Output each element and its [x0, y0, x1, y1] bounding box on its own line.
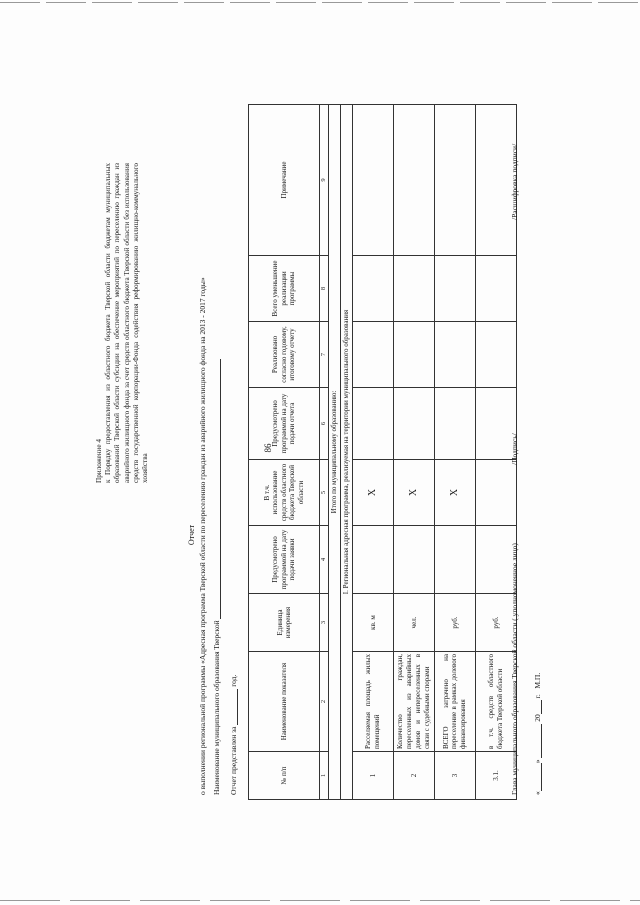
column-number: 5	[320, 460, 329, 526]
month-blank	[533, 724, 542, 758]
header-planned-application: Предусмотрено программой на дату подачи заявки	[249, 526, 320, 594]
row-num: 3	[434, 752, 475, 800]
row-cell	[434, 105, 475, 256]
municipality-blank	[211, 359, 221, 619]
period-blank	[229, 689, 238, 725]
section-total-row	[328, 105, 340, 800]
row-cross-mark: X	[393, 460, 434, 526]
row-unit: руб.	[475, 594, 516, 652]
column-number: 2	[320, 652, 329, 752]
appendix-text: к Порядку предоставления из областного бюджета Тверской области бюджетам муниципальных образований Тверской области субсидии на обеспечение мероприятий по переселению граждан из аварийного жилищного фонда за счет средств областного бюджета Тверской области без использования средств государственной корпорации-Фонда содействия реформированию жилищно-коммунального хозяйства	[104, 163, 150, 483]
row-cell	[352, 105, 393, 256]
municipality-label: Наименование муниципального образования Тверской	[212, 620, 221, 795]
signatory-label: Глава муниципального образования Тверской области ( уполномоченное лицо)	[510, 543, 519, 795]
header-regional-budget: В т.ч. использование средств областного бюджета Тверской области	[249, 460, 320, 526]
row-cell	[434, 322, 475, 388]
row-cell	[352, 322, 393, 388]
period-field	[229, 495, 238, 795]
column-number: 1	[320, 752, 329, 800]
report-title: Отчет	[187, 524, 196, 546]
year-suffix: г.	[533, 694, 542, 699]
table-row	[352, 105, 393, 800]
row-cell	[393, 526, 434, 594]
row-unit: кв. м	[352, 594, 393, 652]
header-unit: Единица измерения	[249, 594, 320, 652]
row-name: ВСЕГО затрачено на переселение в рамках долевого финансирования	[434, 652, 475, 752]
municipality-field	[211, 195, 221, 795]
row-name: в т.ч. средств областного бюджета Тверской области	[475, 652, 516, 752]
date-quote-close: »	[533, 759, 542, 764]
appendix-heading: Приложение 4	[95, 439, 103, 483]
column-number: 6	[320, 388, 329, 460]
header-implemented: Реализовано согласно годовому, итоговому отчету	[249, 322, 320, 388]
day-blank	[533, 763, 542, 791]
row-cell	[434, 388, 475, 460]
scan-edge-top	[0, 2, 640, 3]
scan-edge-bottom	[0, 900, 640, 901]
row-cell	[434, 256, 475, 322]
row-cell	[475, 322, 516, 388]
table-row	[434, 105, 475, 800]
column-number: 3	[320, 594, 329, 652]
section-program: I. Региональная адресная программа, реализуемая на территории муниципального образования	[340, 105, 352, 800]
header-num: № п/п	[249, 752, 320, 800]
column-number: 7	[320, 322, 329, 388]
row-cross-mark: X	[352, 460, 393, 526]
report-subtitle: о выполнении региональной программы «Адресная программа Тверской области по переселению граждан из аварийного жилищного фонда на 2013 - 2017 годы»	[198, 277, 207, 795]
period-prefix: Отчет представлен за	[229, 726, 238, 795]
row-unit: руб.	[434, 594, 475, 652]
row-cell	[352, 526, 393, 594]
rotated-report	[85, 55, 555, 855]
row-cell	[393, 388, 434, 460]
row-num: 2	[393, 752, 434, 800]
column-number: 9	[320, 105, 329, 256]
row-num: 3.1.	[475, 752, 516, 800]
row-unit: чел.	[393, 594, 434, 652]
stamp-mark: М.П.	[533, 672, 542, 689]
table-header-row	[249, 105, 320, 800]
column-number: 8	[320, 256, 329, 322]
row-cell	[393, 105, 434, 256]
table-row	[393, 105, 434, 800]
row-cross-mark: X	[434, 460, 475, 526]
section-total: Итого по муниципальному образованию:	[328, 105, 340, 800]
date-line	[533, 495, 542, 795]
header-planned-report: Предусмотрено программой на дату подачи отчета	[249, 388, 320, 460]
column-number: 4	[320, 526, 329, 594]
page-number: 86	[263, 443, 273, 453]
row-cell	[434, 526, 475, 594]
period-suffix: год.	[229, 674, 238, 687]
row-name: Расселяемая площадь жилых помещений	[352, 652, 393, 752]
header-name: Наименование показателя	[249, 652, 320, 752]
section-program-row	[340, 105, 352, 800]
column-numbers-row	[320, 105, 329, 800]
appendix-note	[95, 163, 150, 483]
report-table	[248, 104, 517, 800]
row-num: 1	[352, 752, 393, 800]
row-cell	[475, 256, 516, 322]
year-blank	[533, 700, 542, 714]
year-prefix: 20	[533, 714, 542, 722]
signature-placeholder: /Подпись/	[510, 433, 519, 465]
row-cell	[352, 256, 393, 322]
header-decrease: Всего уменьшение реализации программы	[249, 256, 320, 322]
signature-decode-placeholder: /Расшифровка подписи/	[510, 143, 519, 220]
row-cell	[393, 322, 434, 388]
row-cross-mark	[475, 460, 516, 526]
row-cell	[352, 388, 393, 460]
header-note: Примечание	[249, 105, 320, 256]
row-cell	[393, 256, 434, 322]
date-quote-open: «	[533, 791, 542, 795]
row-name: Количество граждан, переселенных из аварийных домов и непереселенных в связи с судебными спорами	[393, 652, 434, 752]
